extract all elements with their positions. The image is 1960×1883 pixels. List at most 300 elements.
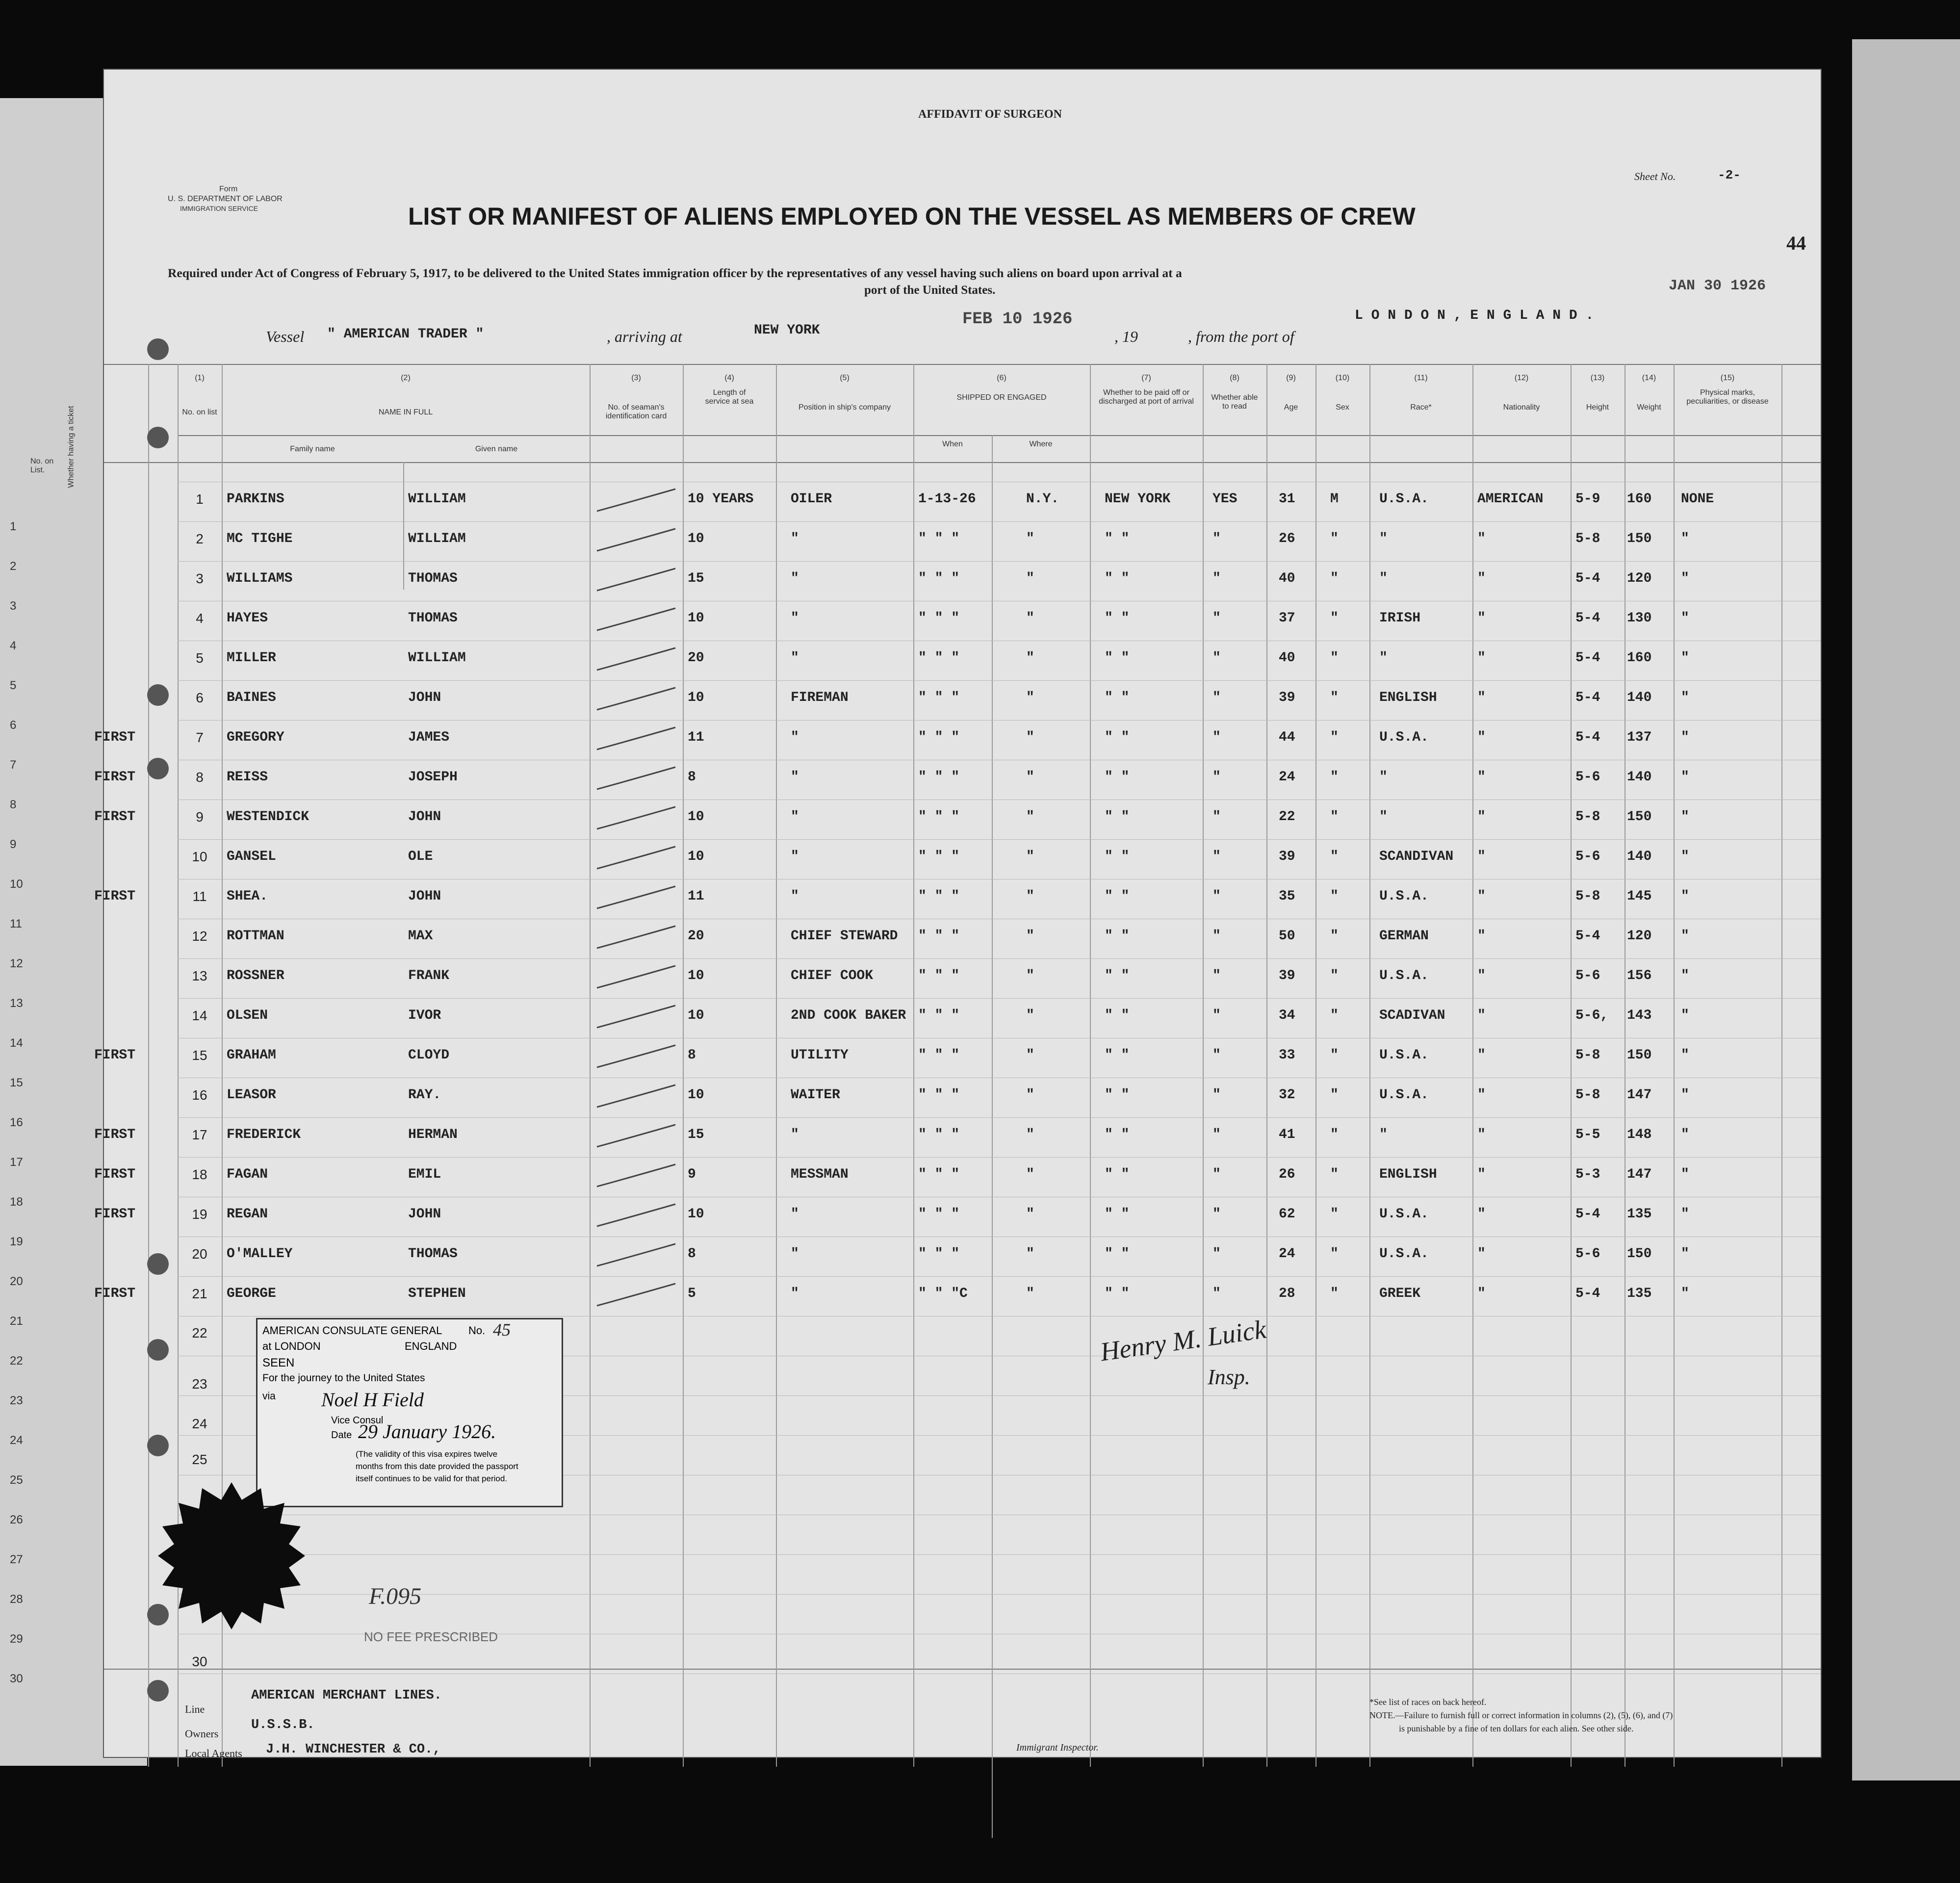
column-number: (9)	[1286, 374, 1296, 382]
nationality: "	[1477, 1127, 1486, 1142]
physical-marks: "	[1681, 1048, 1689, 1063]
age: 40	[1279, 571, 1295, 586]
given-name: JOHN	[408, 889, 441, 904]
physical-marks: "	[1681, 1127, 1689, 1142]
able-to-read: "	[1212, 849, 1221, 864]
length-of-service: 11	[688, 730, 704, 745]
consulate-stamp	[256, 1318, 563, 1507]
punch-hole	[147, 1435, 169, 1456]
pencil-check-mark	[594, 725, 678, 754]
stamp-date-value: 29 January 1926.	[358, 1420, 496, 1443]
margin-row-number: 4	[10, 639, 17, 652]
margin-row-number: 22	[10, 1354, 23, 1367]
able-to-read: "	[1212, 571, 1221, 586]
given-name: HERMAN	[408, 1127, 458, 1142]
column-divider	[1369, 364, 1370, 1767]
weight: 156	[1627, 968, 1652, 983]
given-name: IVOR	[408, 1008, 441, 1023]
sex: "	[1330, 809, 1339, 825]
margin-row-number: 16	[10, 1116, 23, 1129]
physical-marks: "	[1681, 1167, 1689, 1182]
family-name: ROSSNER	[227, 968, 284, 983]
height: 5-4	[1575, 730, 1600, 745]
able-to-read: "	[1212, 611, 1221, 626]
row-rule	[178, 561, 1821, 562]
margin-row-number: 19	[10, 1235, 23, 1248]
shipped-when: " " "	[918, 770, 960, 785]
given-name: OLE	[408, 849, 433, 864]
pencil-check-mark	[594, 844, 678, 874]
age: 24	[1279, 770, 1295, 785]
row-rule	[178, 680, 1821, 681]
race: "	[1379, 809, 1388, 825]
physical-marks: "	[1681, 770, 1689, 785]
column-number: (6)	[997, 374, 1006, 382]
length-of-service: 15	[688, 571, 704, 586]
family-name: MILLER	[227, 650, 276, 666]
paid-off-at-port: " "	[1105, 1127, 1130, 1142]
margin-row-number: 29	[10, 1632, 23, 1646]
given-name: JOSEPH	[408, 770, 458, 785]
weight: 130	[1627, 611, 1652, 626]
able-to-read: "	[1212, 531, 1221, 546]
shipped-where: "	[1026, 531, 1034, 546]
height: 5-4	[1575, 571, 1600, 586]
stamp-consulate: AMERICAN CONSULATE GENERAL	[262, 1324, 442, 1337]
age: 39	[1279, 849, 1295, 864]
age: 41	[1279, 1127, 1295, 1142]
able-to-read: "	[1212, 1127, 1221, 1142]
footer-agents-value: J.H. WINCHESTER & CO.,	[266, 1742, 441, 1757]
shipped-where: "	[1026, 889, 1034, 904]
margin-ticket-heading: Whether having a ticket	[67, 406, 76, 488]
margin-row-number: 18	[10, 1195, 23, 1209]
height: 5-8	[1575, 889, 1600, 904]
family-name: REISS	[227, 770, 268, 785]
pencil-check-mark	[594, 884, 678, 913]
weight: 160	[1627, 491, 1652, 507]
inspector-signature: Henry M. Luick	[1098, 1314, 1268, 1367]
column-number: (11)	[1414, 374, 1428, 382]
col-nationality: Nationality	[1503, 403, 1540, 412]
subtitle-line-1: Required under Act of Congress of February 5, 1917, to be delivered to the United States immigration officer by the representatives of any vessel having such aliens on board upon arrival at a	[168, 266, 1182, 280]
immigrant-inspector-label: Immigrant Inspector.	[1016, 1742, 1099, 1753]
physical-marks: "	[1681, 571, 1689, 586]
margin-no-on-list: No. on List.	[30, 457, 54, 474]
col-length-service: Length of service at sea	[705, 388, 754, 406]
paid-off-at-port: " "	[1105, 1048, 1130, 1063]
length-of-service: 10	[688, 1008, 704, 1023]
able-to-read: "	[1212, 1008, 1221, 1023]
shipped-where: "	[1026, 611, 1034, 626]
margin-row-number: 15	[10, 1076, 23, 1089]
paid-off-at-port: " "	[1105, 650, 1130, 666]
shipped-when: " " "	[918, 730, 960, 745]
physical-marks: "	[1681, 1008, 1689, 1023]
column-divider	[1674, 364, 1675, 1767]
row-number: 11	[192, 889, 207, 904]
sex: "	[1330, 1286, 1339, 1301]
shipped-when: " " "	[918, 1048, 960, 1063]
given-name: RAY.	[408, 1087, 441, 1103]
physical-marks: "	[1681, 889, 1689, 904]
race: GREEK	[1379, 1286, 1421, 1301]
shipped-where: N.Y.	[1026, 491, 1059, 507]
stamp-no-value: 45	[493, 1320, 511, 1340]
punch-hole	[147, 427, 169, 448]
able-to-read: "	[1212, 889, 1221, 904]
position: "	[791, 889, 799, 904]
header-rule-top	[104, 364, 1821, 365]
shipped-when: " " "	[918, 690, 960, 705]
margin-first-mark: FIRST	[94, 730, 136, 745]
family-name: PARKINS	[227, 491, 284, 507]
row-number: 30	[192, 1654, 207, 1669]
sex: "	[1330, 1008, 1339, 1023]
row-number: 8	[196, 770, 204, 785]
row-number: 1	[196, 491, 204, 507]
position: OILER	[791, 491, 832, 507]
margin-row-number: 3	[10, 599, 17, 613]
age: 39	[1279, 690, 1295, 705]
col-no-on-list: No. on list	[182, 408, 217, 416]
row-number: 13	[192, 968, 207, 983]
sex: "	[1330, 690, 1339, 705]
race: GERMAN	[1379, 929, 1429, 944]
margin-row-number: 28	[10, 1593, 23, 1606]
family-name: GREGORY	[227, 730, 284, 745]
family-name: GRAHAM	[227, 1048, 276, 1063]
age: 34	[1279, 1008, 1295, 1023]
footer-note-1: *See list of races on back hereof.	[1369, 1697, 1487, 1707]
column-divider	[1203, 364, 1204, 1767]
nationality: "	[1477, 809, 1486, 825]
given-name: CLOYD	[408, 1048, 450, 1063]
age: 37	[1279, 611, 1295, 626]
table-bottom-rule	[104, 1669, 1821, 1670]
given-name: WILLIAM	[408, 491, 466, 507]
paid-off-at-port: " "	[1105, 531, 1130, 546]
page-title: LIST OR MANIFEST OF ALIENS EMPLOYED ON THE VESSEL AS MEMBERS OF CREW	[408, 203, 1416, 230]
family-name: O'MALLEY	[227, 1246, 293, 1262]
shipped-where: "	[1026, 1087, 1034, 1103]
height: 5-4	[1575, 690, 1600, 705]
row-number: 16	[192, 1087, 207, 1103]
punch-hole	[147, 338, 169, 360]
row-number: 15	[192, 1048, 207, 1063]
shipped-when: " " "	[918, 849, 960, 864]
punch-hole	[147, 684, 169, 706]
physical-marks: "	[1681, 849, 1689, 864]
column-number: (8)	[1230, 374, 1239, 382]
footer-line-value: AMERICAN MERCHANT LINES.	[251, 1688, 442, 1703]
family-name: HAYES	[227, 611, 268, 626]
row-rule	[178, 1276, 1821, 1277]
row-number: 9	[196, 809, 204, 825]
margin-first-mark: FIRST	[94, 1127, 136, 1142]
height: 5-8	[1575, 531, 1600, 546]
able-to-read: "	[1212, 1286, 1221, 1301]
arriving-port: NEW YORK	[754, 323, 820, 338]
shipped-where: "	[1026, 809, 1034, 825]
margin-row-number: 1	[10, 520, 17, 533]
row-rule	[178, 998, 1821, 999]
sex: "	[1330, 611, 1339, 626]
weight: 137	[1627, 730, 1652, 745]
consular-seal	[158, 1482, 305, 1629]
height: 5-4	[1575, 929, 1600, 944]
sheet-number: -2-	[1718, 168, 1741, 182]
row-number: 21	[192, 1286, 207, 1301]
row-rule	[178, 1594, 1821, 1595]
row-number: 7	[196, 730, 204, 745]
length-of-service: 10	[688, 611, 704, 626]
given-name: JAMES	[408, 730, 450, 745]
row-number: 18	[192, 1167, 207, 1182]
position: "	[791, 809, 799, 825]
family-name: SHEA.	[227, 889, 268, 904]
family-name: BAINES	[227, 690, 276, 705]
margin-row-number: 24	[10, 1434, 23, 1447]
paid-off-at-port: " "	[1105, 770, 1130, 785]
shipped-when: " " "	[918, 889, 960, 904]
race: "	[1379, 531, 1388, 546]
margin-row-number: 14	[10, 1036, 23, 1050]
physical-marks: "	[1681, 1207, 1689, 1222]
given-name: THOMAS	[408, 571, 458, 586]
paid-off-at-port: NEW YORK	[1105, 491, 1171, 507]
age: 32	[1279, 1087, 1295, 1103]
nationality: "	[1477, 1167, 1486, 1182]
able-to-read: "	[1212, 730, 1221, 745]
vessel-label: Vessel	[266, 328, 305, 345]
physical-marks: "	[1681, 531, 1689, 546]
column-divider	[683, 364, 684, 1767]
given-name: JOHN	[408, 809, 441, 825]
shipped-when: " " "	[918, 571, 960, 586]
margin-first-mark: FIRST	[94, 809, 136, 825]
weight: 120	[1627, 571, 1652, 586]
age: 44	[1279, 730, 1295, 745]
pencil-check-mark	[594, 1083, 678, 1112]
year-label: , 19	[1114, 328, 1138, 345]
family-name: LEASOR	[227, 1087, 276, 1103]
paid-off-at-port: " "	[1105, 1008, 1130, 1023]
sex: "	[1330, 849, 1339, 864]
height: 5-8	[1575, 1048, 1600, 1063]
row-number: 22	[192, 1325, 207, 1341]
paid-off-at-port: " "	[1105, 1286, 1130, 1301]
length-of-service: 10	[688, 1087, 704, 1103]
department-label: U. S. DEPARTMENT OF LABOR	[168, 195, 283, 203]
position: CHIEF STEWARD	[791, 929, 898, 944]
sex: "	[1330, 1048, 1339, 1063]
position: "	[791, 730, 799, 745]
pencil-check-mark	[594, 924, 678, 953]
file-number: F.095	[369, 1583, 422, 1609]
given-name: JOHN	[408, 690, 441, 705]
position: "	[791, 611, 799, 626]
weight: 135	[1627, 1286, 1652, 1301]
nationality: "	[1477, 1008, 1486, 1023]
margin-first-mark: FIRST	[94, 1286, 136, 1301]
margin-row-number: 7	[10, 758, 17, 772]
weight: 140	[1627, 690, 1652, 705]
col-name-in-full: NAME IN FULL	[378, 408, 433, 416]
margin-row-number: 9	[10, 838, 17, 851]
age: 31	[1279, 491, 1295, 507]
race: ENGLISH	[1379, 1167, 1437, 1182]
pencil-check-mark	[594, 1241, 678, 1271]
shipped-where: "	[1026, 650, 1034, 666]
nationality: "	[1477, 1207, 1486, 1222]
shipped-when: " " "C	[918, 1286, 968, 1301]
nationality: "	[1477, 690, 1486, 705]
shipped-when: " " "	[918, 1246, 960, 1262]
col-race: Race*	[1410, 403, 1432, 412]
pencil-check-mark	[594, 1202, 678, 1231]
margin-row-number: 23	[10, 1394, 23, 1407]
length-of-service: 10	[688, 690, 704, 705]
nationality: "	[1477, 770, 1486, 785]
col-age: Age	[1284, 403, 1298, 412]
col-weight: Weight	[1637, 403, 1661, 412]
shipped-when: " " "	[918, 968, 960, 983]
column-number: (2)	[401, 374, 411, 382]
position: "	[791, 1246, 799, 1262]
column-number: (12)	[1514, 374, 1529, 382]
footer-line-label: Line	[185, 1703, 205, 1715]
physical-marks: "	[1681, 809, 1689, 825]
margin-first-mark: FIRST	[94, 1207, 136, 1222]
nationality: "	[1477, 849, 1486, 864]
weight: 147	[1627, 1087, 1652, 1103]
position: "	[791, 1207, 799, 1222]
given-name: MAX	[408, 929, 433, 944]
row-number: 5	[196, 650, 204, 666]
col-when: When	[942, 440, 963, 448]
family-name: WILLIAMS	[227, 571, 293, 586]
able-to-read: "	[1212, 770, 1221, 785]
column-number: (14)	[1642, 374, 1656, 382]
affidavit-heading: AFFIDAVIT OF SURGEON	[918, 108, 1062, 121]
header-rule-bottom	[104, 462, 1821, 463]
margin-row-number: 20	[10, 1275, 23, 1288]
stamp-date-label: Date	[331, 1430, 352, 1441]
margin-row-number: 13	[10, 997, 23, 1010]
margin-row-number: 10	[10, 877, 23, 891]
header-rule-middle	[178, 435, 1821, 436]
able-to-read: "	[1212, 690, 1221, 705]
height: 5-6	[1575, 1246, 1600, 1262]
race: U.S.A.	[1379, 1246, 1429, 1262]
col-id-card: No. of seaman's identification card	[605, 403, 667, 420]
race: U.S.A.	[1379, 1048, 1429, 1063]
col-able-to-read: Whether able to read	[1211, 393, 1258, 411]
column-number: (4)	[724, 374, 734, 382]
weight: 150	[1627, 1048, 1652, 1063]
paid-off-at-port: " "	[1105, 889, 1130, 904]
shipped-where: "	[1026, 1167, 1034, 1182]
nationality: "	[1477, 730, 1486, 745]
sex: "	[1330, 571, 1339, 586]
row-number: 17	[192, 1127, 207, 1142]
subtitle-line-2: port of the United States.	[864, 284, 996, 297]
stamp-england: ENGLAND	[405, 1340, 457, 1352]
footer-owners-value: U.S.S.B.	[251, 1718, 315, 1732]
able-to-read: "	[1212, 1167, 1221, 1182]
nationality: "	[1477, 968, 1486, 983]
paid-off-at-port: " "	[1105, 968, 1130, 983]
shipped-where: "	[1026, 1127, 1034, 1142]
column-divider	[992, 435, 993, 1838]
physical-marks: "	[1681, 929, 1689, 944]
length-of-service: 10	[688, 968, 704, 983]
height: 5-4	[1575, 1286, 1600, 1301]
underlying-page-right	[1852, 39, 1960, 1780]
position: "	[791, 849, 799, 864]
shipped-where: "	[1026, 1286, 1034, 1301]
height: 5-8	[1575, 809, 1600, 825]
age: 35	[1279, 889, 1295, 904]
margin-first-mark: FIRST	[94, 889, 136, 904]
row-rule	[178, 1157, 1821, 1158]
shipped-where: "	[1026, 1207, 1034, 1222]
sex: "	[1330, 889, 1339, 904]
shipped-when: " " "	[918, 1008, 960, 1023]
sex: M	[1330, 491, 1339, 507]
able-to-read: "	[1212, 809, 1221, 825]
row-number: 14	[192, 1008, 207, 1023]
race: U.S.A.	[1379, 1087, 1429, 1103]
family-name: MC TIGHE	[227, 531, 293, 546]
weight: 120	[1627, 929, 1652, 944]
punch-hole	[147, 1680, 169, 1702]
race: "	[1379, 571, 1388, 586]
sex: "	[1330, 650, 1339, 666]
punch-hole	[147, 1339, 169, 1361]
margin-row-number: 21	[10, 1315, 23, 1328]
punch-hole	[147, 1604, 169, 1625]
sheet-label: Sheet No.	[1634, 170, 1676, 182]
age: 24	[1279, 1246, 1295, 1262]
sex: "	[1330, 730, 1339, 745]
column-divider	[1571, 364, 1572, 1767]
length-of-service: 10	[688, 531, 704, 546]
race: ENGLISH	[1379, 690, 1437, 705]
height: 5-6	[1575, 770, 1600, 785]
row-number: 19	[192, 1207, 207, 1222]
age: 26	[1279, 1167, 1295, 1182]
col-height: Height	[1586, 403, 1609, 412]
footer-owners-label: Owners	[185, 1728, 219, 1740]
length-of-service: 8	[688, 1048, 696, 1063]
physical-marks: NONE	[1681, 491, 1714, 507]
shipped-when: " " "	[918, 809, 960, 825]
given-name: WILLIAM	[408, 650, 466, 666]
pencil-check-mark	[594, 606, 678, 635]
column-number: (5)	[840, 374, 850, 382]
shipped-where: "	[1026, 968, 1034, 983]
pencil-check-mark	[594, 1122, 678, 1152]
row-number: 4	[196, 611, 204, 626]
sex: "	[1330, 968, 1339, 983]
family-name: FREDERICK	[227, 1127, 301, 1142]
race: "	[1379, 1127, 1388, 1142]
length-of-service: 9	[688, 1167, 696, 1182]
stamp-validity-2: months from this date provided the passport	[356, 1462, 518, 1471]
weight: 150	[1627, 1246, 1652, 1262]
